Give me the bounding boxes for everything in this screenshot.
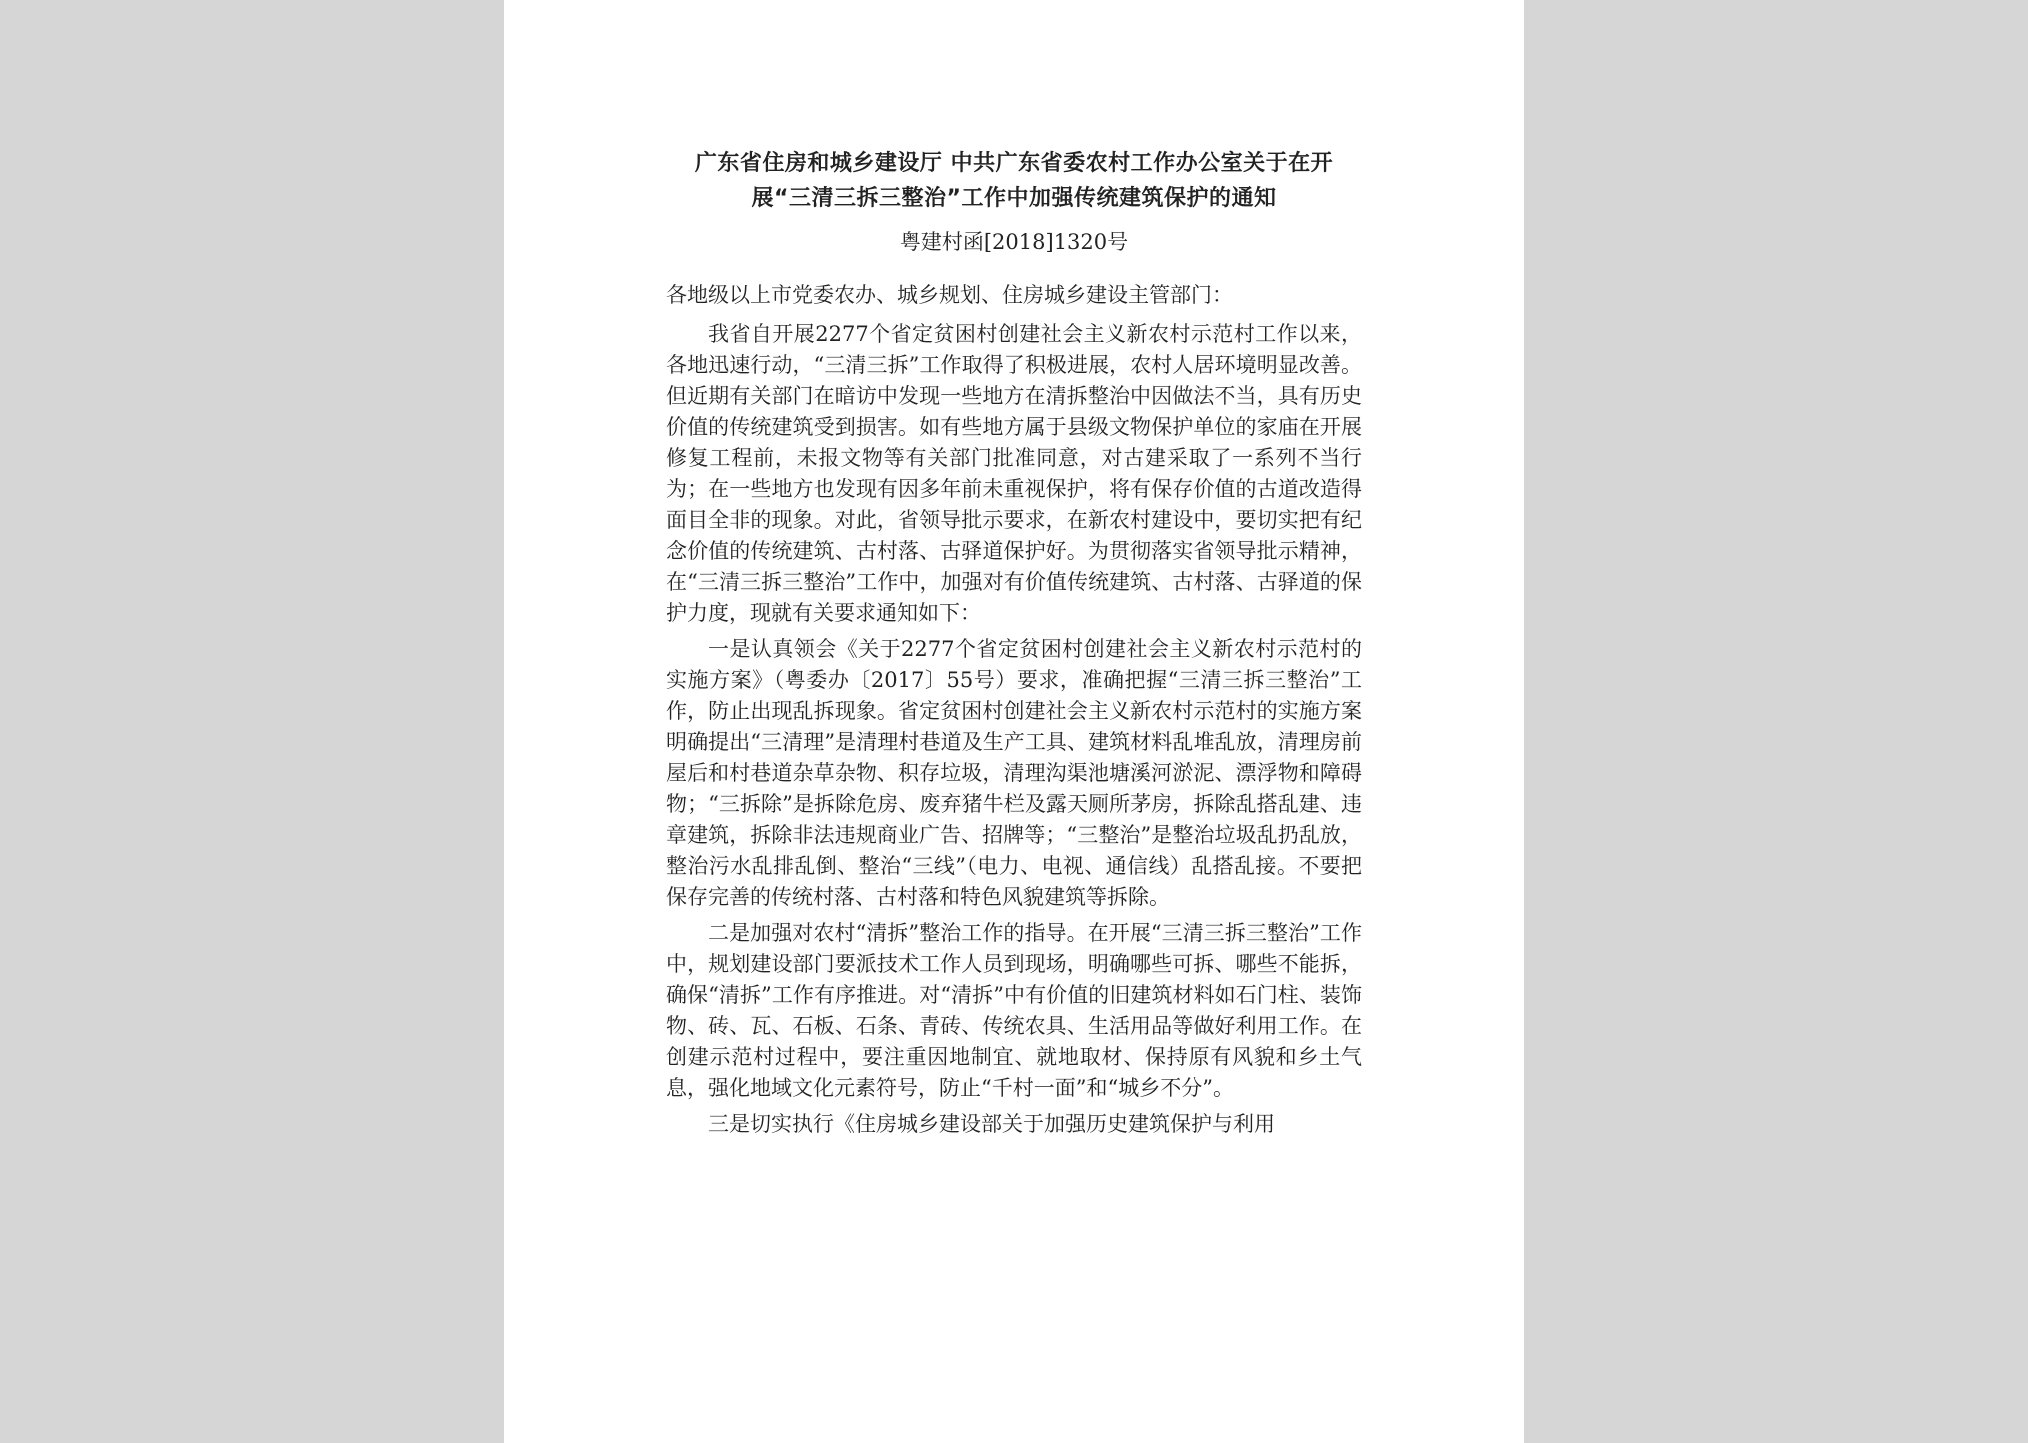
paragraph-item-3: 三是切实执行《住房城乡建设部关于加强历史建筑保护与利用 — [708, 1112, 1275, 1136]
document-body — [666, 146, 1362, 1145]
document-number: 粤建村函[2018]1320号 — [899, 230, 1129, 254]
title-line-2: 展“三清三拆三整治”工作中加强传统建筑保护的通知 — [751, 186, 1277, 211]
paragraph-item-2: 二是加强对农村“清拆”整治工作的指导。在开展“三清三拆三整治”工作中，规划建设部门要派技术工作人员到现场，明确哪些可拆、哪些不能拆，确保“清拆”工作有序推进。对“清拆”中有价值的旧建筑材料如石门柱、装饰物、砖、瓦、石板、石条、青砖、传统农具、生活用品等做好利用工作。在创建示范村过程中，要注重因地制宜、就地取材、保持原有风貌和乡土气息，强化地域文化元素符号，防止“千村一面”和“城乡不分”。 — [666, 921, 1362, 1100]
document-page — [504, 0, 1524, 1443]
document-title — [666, 146, 1362, 216]
paragraph-item-1: 一是认真领会《关于2277个省定贫困村创建社会主义新农村示范村的实施方案》（粤委办〔2017〕55号）要求，准确把握“三清三拆三整治”工作，防止出现乱拆现象。省定贫困村创建社会主义新农村示范村的实施方案明确提出“三清理”是清理村巷道及生产工具、建筑材料乱堆乱放，清理房前屋后和村巷道杂草杂物、积存垃圾，清理沟渠池塘溪河淤泥、漂浮物和障碍物；“三拆除”是拆除危房、废弃猪牛栏及露天厕所茅房，拆除乱搭乱建、违章建筑，拆除非法违规商业广告、招牌等；“三整治”是整治垃圾乱扔乱放，整治污水乱排乱倒、整治“三线”（电力、电视、通信线）乱搭乱接。不要把保存完善的传统村落、古村落和特色风貌建筑等拆除。 — [666, 637, 1362, 909]
title-line-1: 广东省住房和城乡建设厅 中共广东省委农村工作办公室关于在开 — [694, 151, 1334, 176]
salutation: 各地级以上市党委农办、城乡规划、住房城乡建设主管部门： — [666, 283, 1233, 307]
paragraph-intro: 我省自开展2277个省定贫困村创建社会主义新农村示范村工作以来，各地迅速行动，“三清三拆”工作取得了积极进展，农村人居环境明显改善。但近期有关部门在暗访中发现一些地方在清拆整治中因做法不当，具有历史价值的传统建筑受到损害。如有些地方属于县级文物保护单位的家庙在开展修复工程前，未报文物等有关部门批准同意，对古建采取了一系列不当行为；在一些地方也发现有因多年前未重视保护，将有保存价值的古道改造得面目全非的现象。对此，省领导批示要求，在新农村建设中，要切实把有纪念价值的传统建筑、古村落、古驿道保护好。为贯彻落实省领导批示精神，在“三清三拆三整治”工作中，加强对有价值传统建筑、古村落、古驿道的保护力度，现就有关要求通知如下： — [666, 322, 1362, 625]
